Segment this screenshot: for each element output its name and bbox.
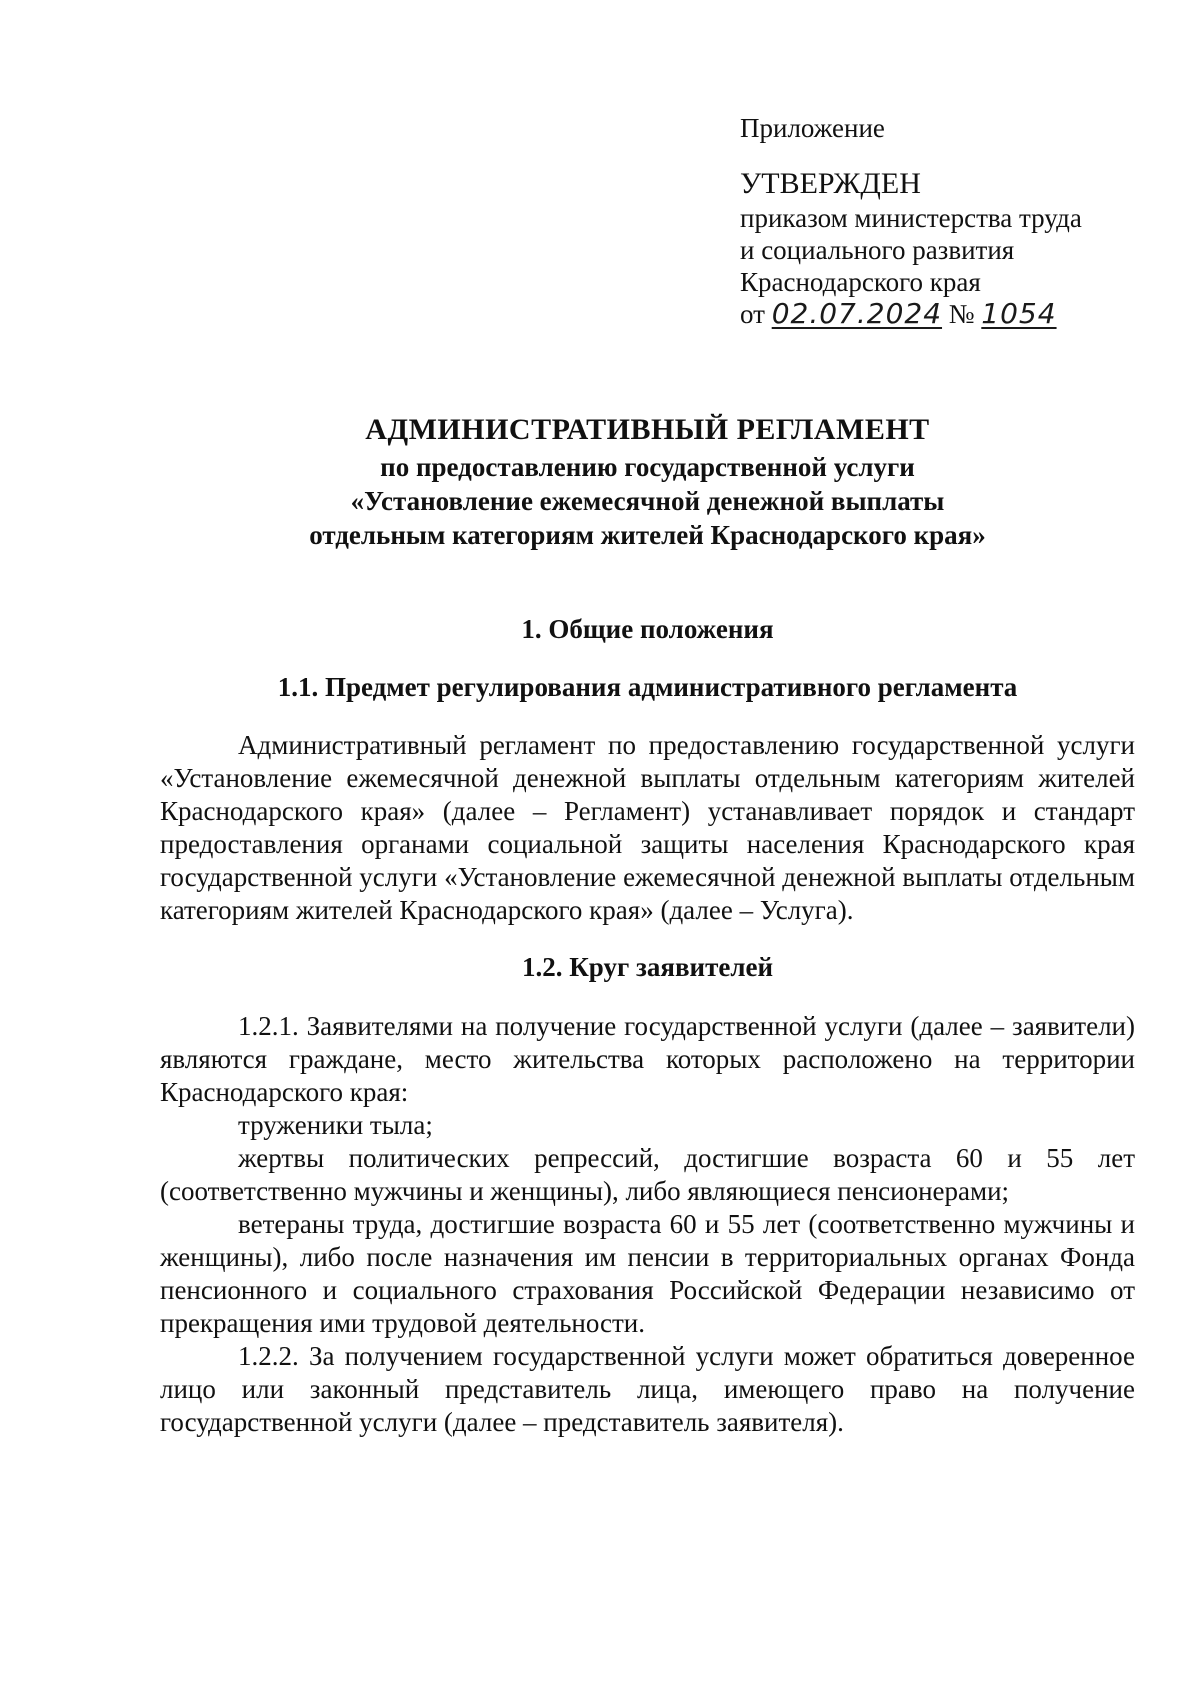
annex-label: Приложение [740, 113, 885, 143]
approval-line-3: Краснодарского края [740, 267, 981, 297]
approval-line-1: приказом министерства труда [740, 203, 1082, 233]
order-number-sign: № [948, 299, 975, 329]
subsection-1-2-heading: 1.2. Круг заявителей [521, 952, 774, 982]
subsection-1-1-heading: 1.1. Предмет регулирования административного регламента [277, 672, 1018, 702]
title-main: АДМИНИСТРАТИВНЫЙ РЕГЛАМЕНТ [365, 413, 930, 446]
applicant-category-1: труженики тыла; [238, 1110, 433, 1140]
title-sub-2: «Установление ежемесячной денежной выплаты [350, 486, 945, 516]
applicant-category-2: жертвы политических репрессий, достигшие возраста 60 и 55 лет (соответственно мужчины и женщины), либо являющиеся пенсионерами; [160, 1143, 1135, 1206]
paragraph-1-2-2: 1.2.2. За получением государственной услуги может обратиться доверенное лицо или законный представитель лица, имеющего право на получение государственной услуги (далее – представитель заявителя). [160, 1341, 1135, 1437]
approved-label: УТВЕРЖДЕН [740, 167, 921, 200]
order-date-handwritten: 02.07.2024 [771, 297, 943, 330]
approval-line-2: и социального развития [740, 235, 1015, 265]
order-prefix: от [740, 299, 765, 329]
paragraph-1-2-1: 1.2.1. Заявителями на получение государственной услуги (далее – заявители) являются граждане, место жительства которых расположено на территории Краснодарского края: [160, 1011, 1135, 1107]
title-sub-1: по предоставлению государственной услуги [380, 452, 915, 482]
order-line [740, 298, 1160, 330]
document-title [160, 410, 1135, 552]
order-number-handwritten: 1054 [981, 297, 1057, 330]
section-1-heading: 1. Общие положения [521, 614, 774, 644]
subsection-1-1-text: Административный регламент по предоставлению государственной услуги «Установление ежемесячной денежной выплаты отдельным категориям жителей Краснодарского края» (далее – Регламент) устанавливает порядок и стандарт предоставления органами социальной защиты населения Краснодарского края государственной услуги «Установление ежемесячной денежной выплаты отдельным категориям жителей Краснодарского края» (далее – Услуга). [160, 730, 1135, 925]
applicant-category-3: ветераны труда, достигшие возраста 60 и 55 лет (соответственно мужчины и женщины), либо после назначения им пенсии в территориальных органах Фонда пенсионного и социального страхования Российской Федерации независимо от прекращения ими трудовой деятельности. [160, 1209, 1135, 1338]
title-sub-3: отдельным категориям жителей Краснодарского края» [309, 520, 986, 550]
approval-block [740, 112, 1160, 330]
